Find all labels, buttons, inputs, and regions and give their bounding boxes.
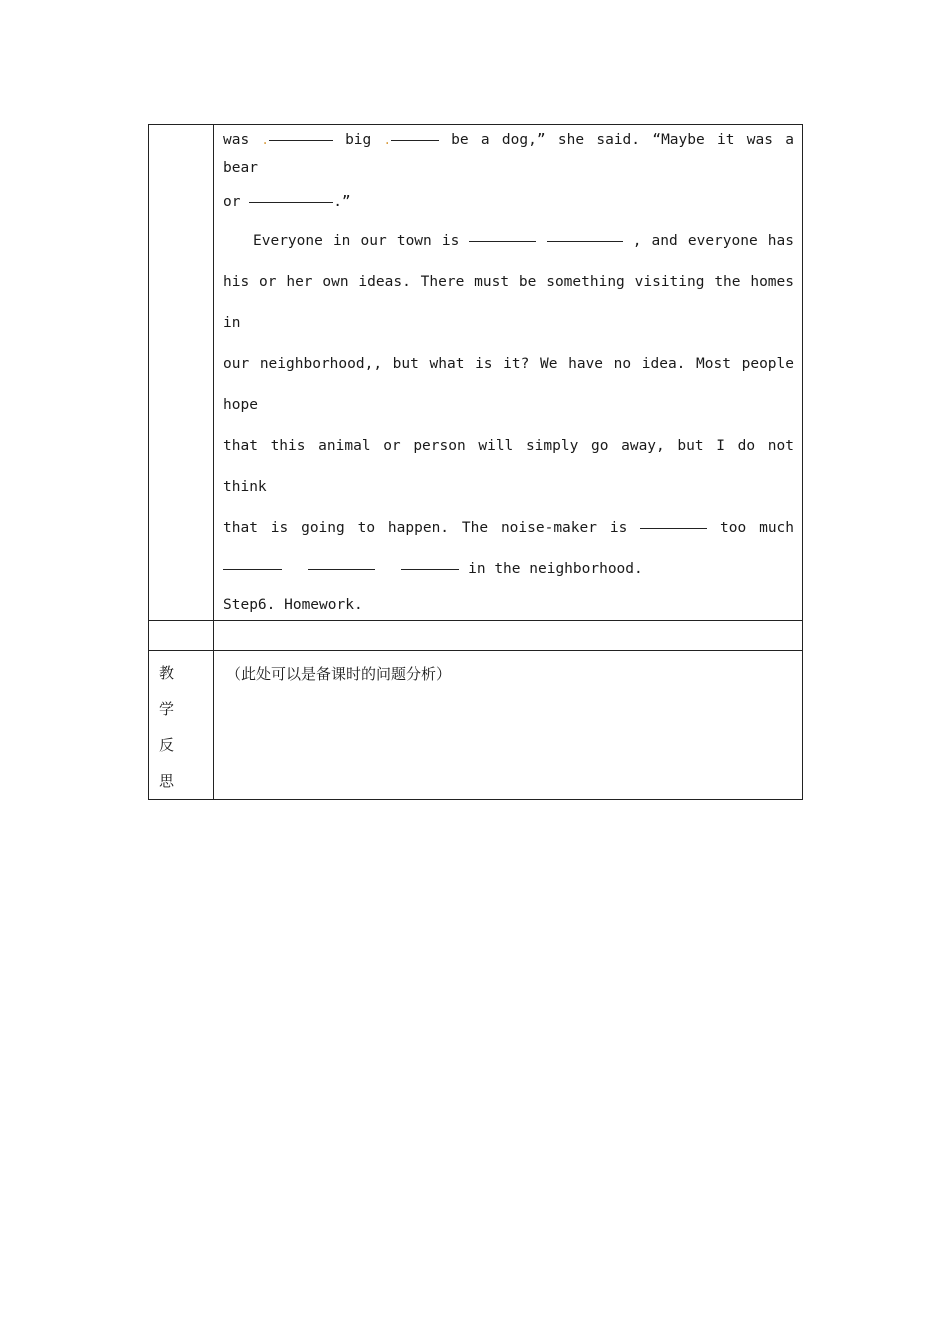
text-fragment: big bbox=[345, 132, 372, 148]
reflection-label-char: 学 bbox=[159, 700, 175, 718]
exercise-para2-line-6 bbox=[223, 549, 794, 590]
exercise-para2-line-5 bbox=[223, 508, 794, 549]
empty-label-cell bbox=[149, 621, 214, 651]
edit-mark: . bbox=[383, 133, 391, 147]
step6-homework bbox=[223, 590, 794, 620]
text-fragment: was bbox=[223, 132, 250, 148]
exercise-row bbox=[149, 125, 803, 621]
reflection-content-cell[interactable] bbox=[214, 651, 803, 800]
edit-mark: . bbox=[261, 133, 269, 147]
text-fragment: “Maybe it was a bear bbox=[223, 132, 795, 176]
blank-field[interactable] bbox=[249, 201, 333, 203]
exercise-para2-line-2 bbox=[223, 262, 794, 344]
reflection-label-cell bbox=[149, 651, 214, 800]
exercise-para2-line-3 bbox=[223, 344, 794, 426]
empty-row bbox=[149, 621, 803, 651]
text-fragment: his or her own ideas. There must be something visiting the homes in bbox=[223, 274, 794, 331]
reflection-row bbox=[149, 651, 803, 800]
text-fragment: Everyone in our town is bbox=[253, 233, 460, 249]
blank-field[interactable] bbox=[401, 568, 459, 570]
blank-field[interactable] bbox=[391, 139, 439, 141]
reflection-label-char: 教 bbox=[159, 664, 175, 682]
exercise-para2-line-4 bbox=[223, 426, 794, 508]
text-fragment: that this animal or person will simply go away, but I do not think bbox=[223, 438, 794, 495]
exercise-para2-line-1 bbox=[223, 221, 794, 262]
reflection-label-char: 思 bbox=[159, 772, 175, 790]
blank-field[interactable] bbox=[223, 568, 282, 570]
reflection-label-char: 反 bbox=[159, 736, 175, 754]
empty-content-cell bbox=[214, 621, 803, 651]
text-fragment: or bbox=[223, 194, 241, 210]
text-fragment: too much bbox=[720, 520, 795, 536]
blank-field[interactable] bbox=[547, 240, 623, 242]
text-fragment: .” bbox=[333, 194, 351, 210]
text-fragment: in the neighborhood. bbox=[468, 561, 643, 577]
blank-field[interactable] bbox=[308, 568, 375, 570]
blank-field[interactable] bbox=[640, 527, 707, 529]
lesson-plan-table bbox=[148, 124, 803, 800]
text-fragment: Step6. Homework. bbox=[223, 597, 363, 613]
text-fragment: our neighborhood,, but what is it? We have no idea. Most people hope bbox=[223, 356, 794, 413]
blank-field[interactable] bbox=[269, 139, 333, 141]
exercise-content-cell bbox=[214, 125, 803, 621]
text-fragment: e noise-maker is bbox=[479, 520, 628, 536]
text-fragment: be a dog,” she said. bbox=[451, 132, 641, 148]
exercise-label-cell bbox=[149, 125, 214, 621]
text-fragment: , and everyone has bbox=[632, 233, 794, 249]
text-fragment: that is going to happen. Th bbox=[223, 520, 480, 536]
blank-field[interactable] bbox=[469, 240, 536, 242]
exercise-line-1 bbox=[223, 126, 794, 182]
reflection-note: （此处可以是备课时的问题分析） bbox=[226, 665, 452, 683]
